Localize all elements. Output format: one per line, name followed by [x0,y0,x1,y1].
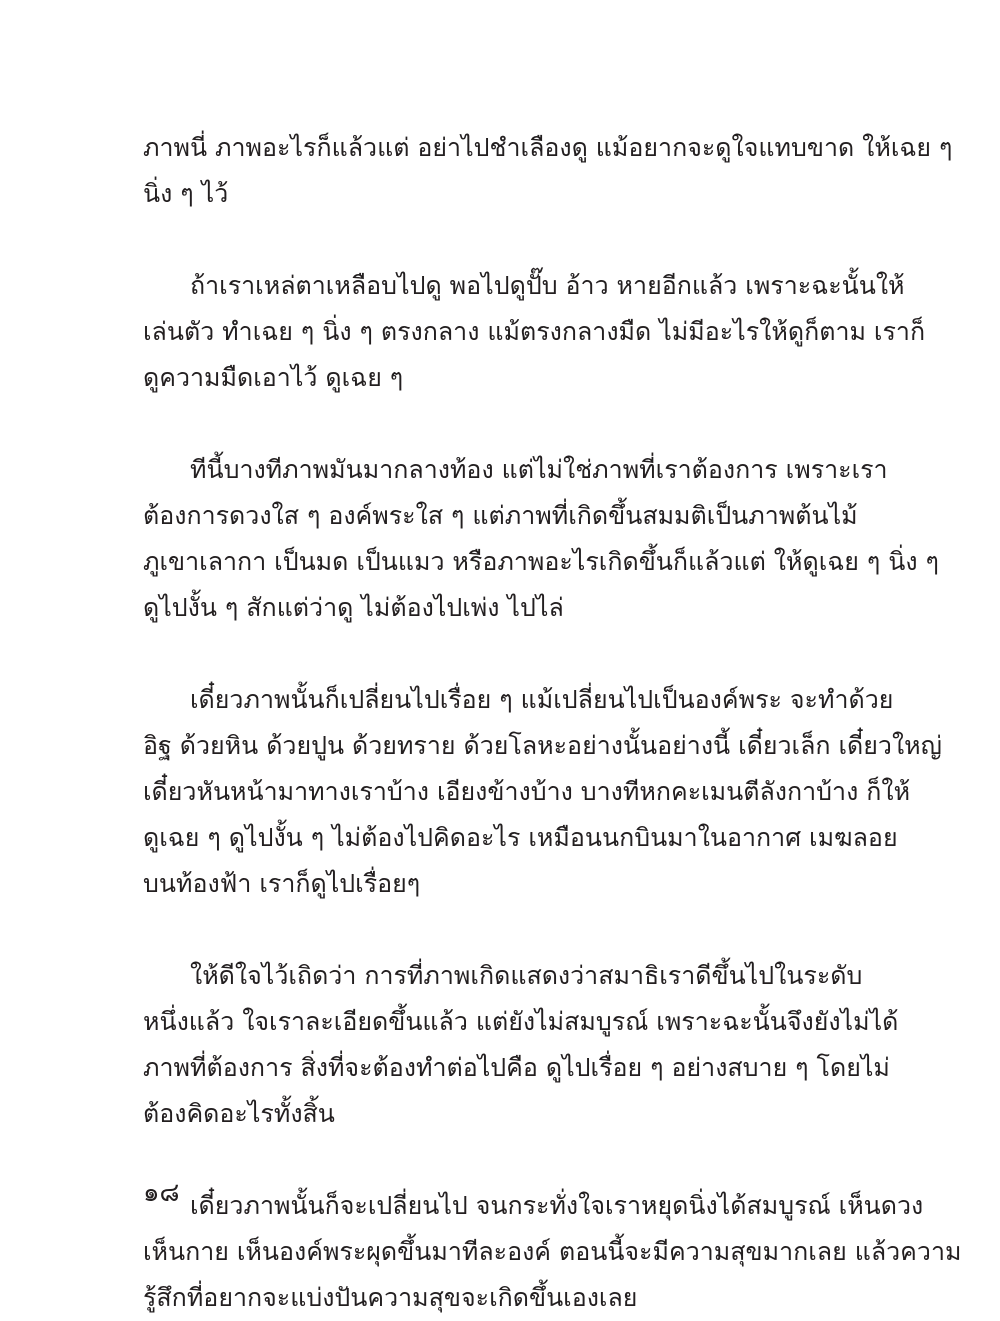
text-line: รู้สึกที่อยากจะแบ่งปันความสุขจะเกิดขึ้นเองเลย [143,1283,638,1312]
text-line: เห็นกาย เห็นองค์พระผุดขึ้นมาทีละองค์ ตอนนี้จะมีความสุขมากเลย แล้วความ [143,1237,962,1266]
paragraph [143,953,899,1137]
paragraph [143,677,942,907]
text-line: นิ่ง ๆ ไว้ [143,179,229,208]
text-line: ดูเฉย ๆ ดูไปงั้น ๆ ไม่ต้องไปคิดอะไร เหมือนนกบินมาในอากาศ เมฆลอย [143,823,898,852]
text-line: เดี๋ยวหันหน้ามาทางเราบ้าง เอียงข้างบ้าง บางทีหกคะเมนตีลังกาบ้าง ก็ให้ [143,777,911,806]
text-line: ให้ดีใจไว้เถิดว่า การที่ภาพเกิดแสดงว่าสมาธิเราดีขึ้นไปในระดับ [190,961,863,990]
text-line: เล่นตัว ทำเฉย ๆ นิ่ง ๆ ตรงกลาง แม้ตรงกลางมืด ไม่มีอะไรให้ดูก็ตาม เราก็ [143,317,926,346]
text-line: ดูความมืดเอาไว้ ดูเฉย ๆ [143,363,404,392]
text-line: ดูไปงั้น ๆ สักแต่ว่าดู ไม่ต้องไปเพ่ง ไปไล่ [143,593,564,622]
text-line: บนท้องฟ้า เราก็ดูไปเรื่อยๆ [143,869,421,898]
text-line: ทีนี้บางทีภาพมันมากลางท้อง แต่ไม่ใช่ภาพที่เราต้องการ เพราะเรา [190,455,888,484]
text-line: เดี๋ยวภาพนั้นก็จะเปลี่ยนไป จนกระทั่งใจเราหยุดนิ่งได้สมบูรณ์ เห็นดวง [190,1191,924,1220]
text-line: เดี๋ยวภาพนั้นก็เปลี่ยนไปเรื่อย ๆ แม้เปลี่ยนไปเป็นองค์พระ จะทำด้วย [190,685,894,714]
text-line: ถ้าเราเหล่ตาเหลือบไปดู พอไปดูปั๊บ อ้าว หายอีกแล้ว เพราะฉะนั้นให้ [190,271,905,300]
text-line: ต้องการดวงใส ๆ องค์พระใส ๆ แต่ภาพที่เกิดขึ้นสมมติเป็นภาพต้นไม้ [143,501,858,530]
page-number: ๑๘ [143,1178,180,1208]
paragraph [143,125,953,217]
body-text [143,125,962,1321]
text-line: ภาพที่ต้องการ สิ่งที่จะต้องทำต่อไปคือ ดูไปเรื่อย ๆ อย่างสบาย ๆ โดยไม่ [143,1053,890,1082]
text-line: ภูเขาเลากา เป็นมด เป็นแมว หรือภาพอะไรเกิดขึ้นก็แล้วแต่ ให้ดูเฉย ๆ นิ่ง ๆ [143,547,939,576]
text-line: อิฐ ด้วยหิน ด้วยปูน ด้วยทราย ด้วยโลหะอย่างนั้นอย่างนี้ เดี๋ยวเล็ก เดี๋ยวใหญ่ [143,731,942,760]
paragraph [143,447,939,631]
text-line: หนึ่งแล้ว ใจเราละเอียดขึ้นแล้ว แต่ยังไม่สมบูรณ์ เพราะฉะนั้นจึงยังไม่ได้ [143,1007,899,1036]
text-line: ต้องคิดอะไรทั้งสิ้น [143,1099,335,1128]
text-line: ภาพนี่ ภาพอะไรก็แล้วแต่ อย่าไปชำเลืองดู แม้อยากจะดูใจแทบขาด ให้เฉย ๆ [143,133,953,162]
paragraph [143,263,926,401]
paragraph [143,1183,962,1321]
